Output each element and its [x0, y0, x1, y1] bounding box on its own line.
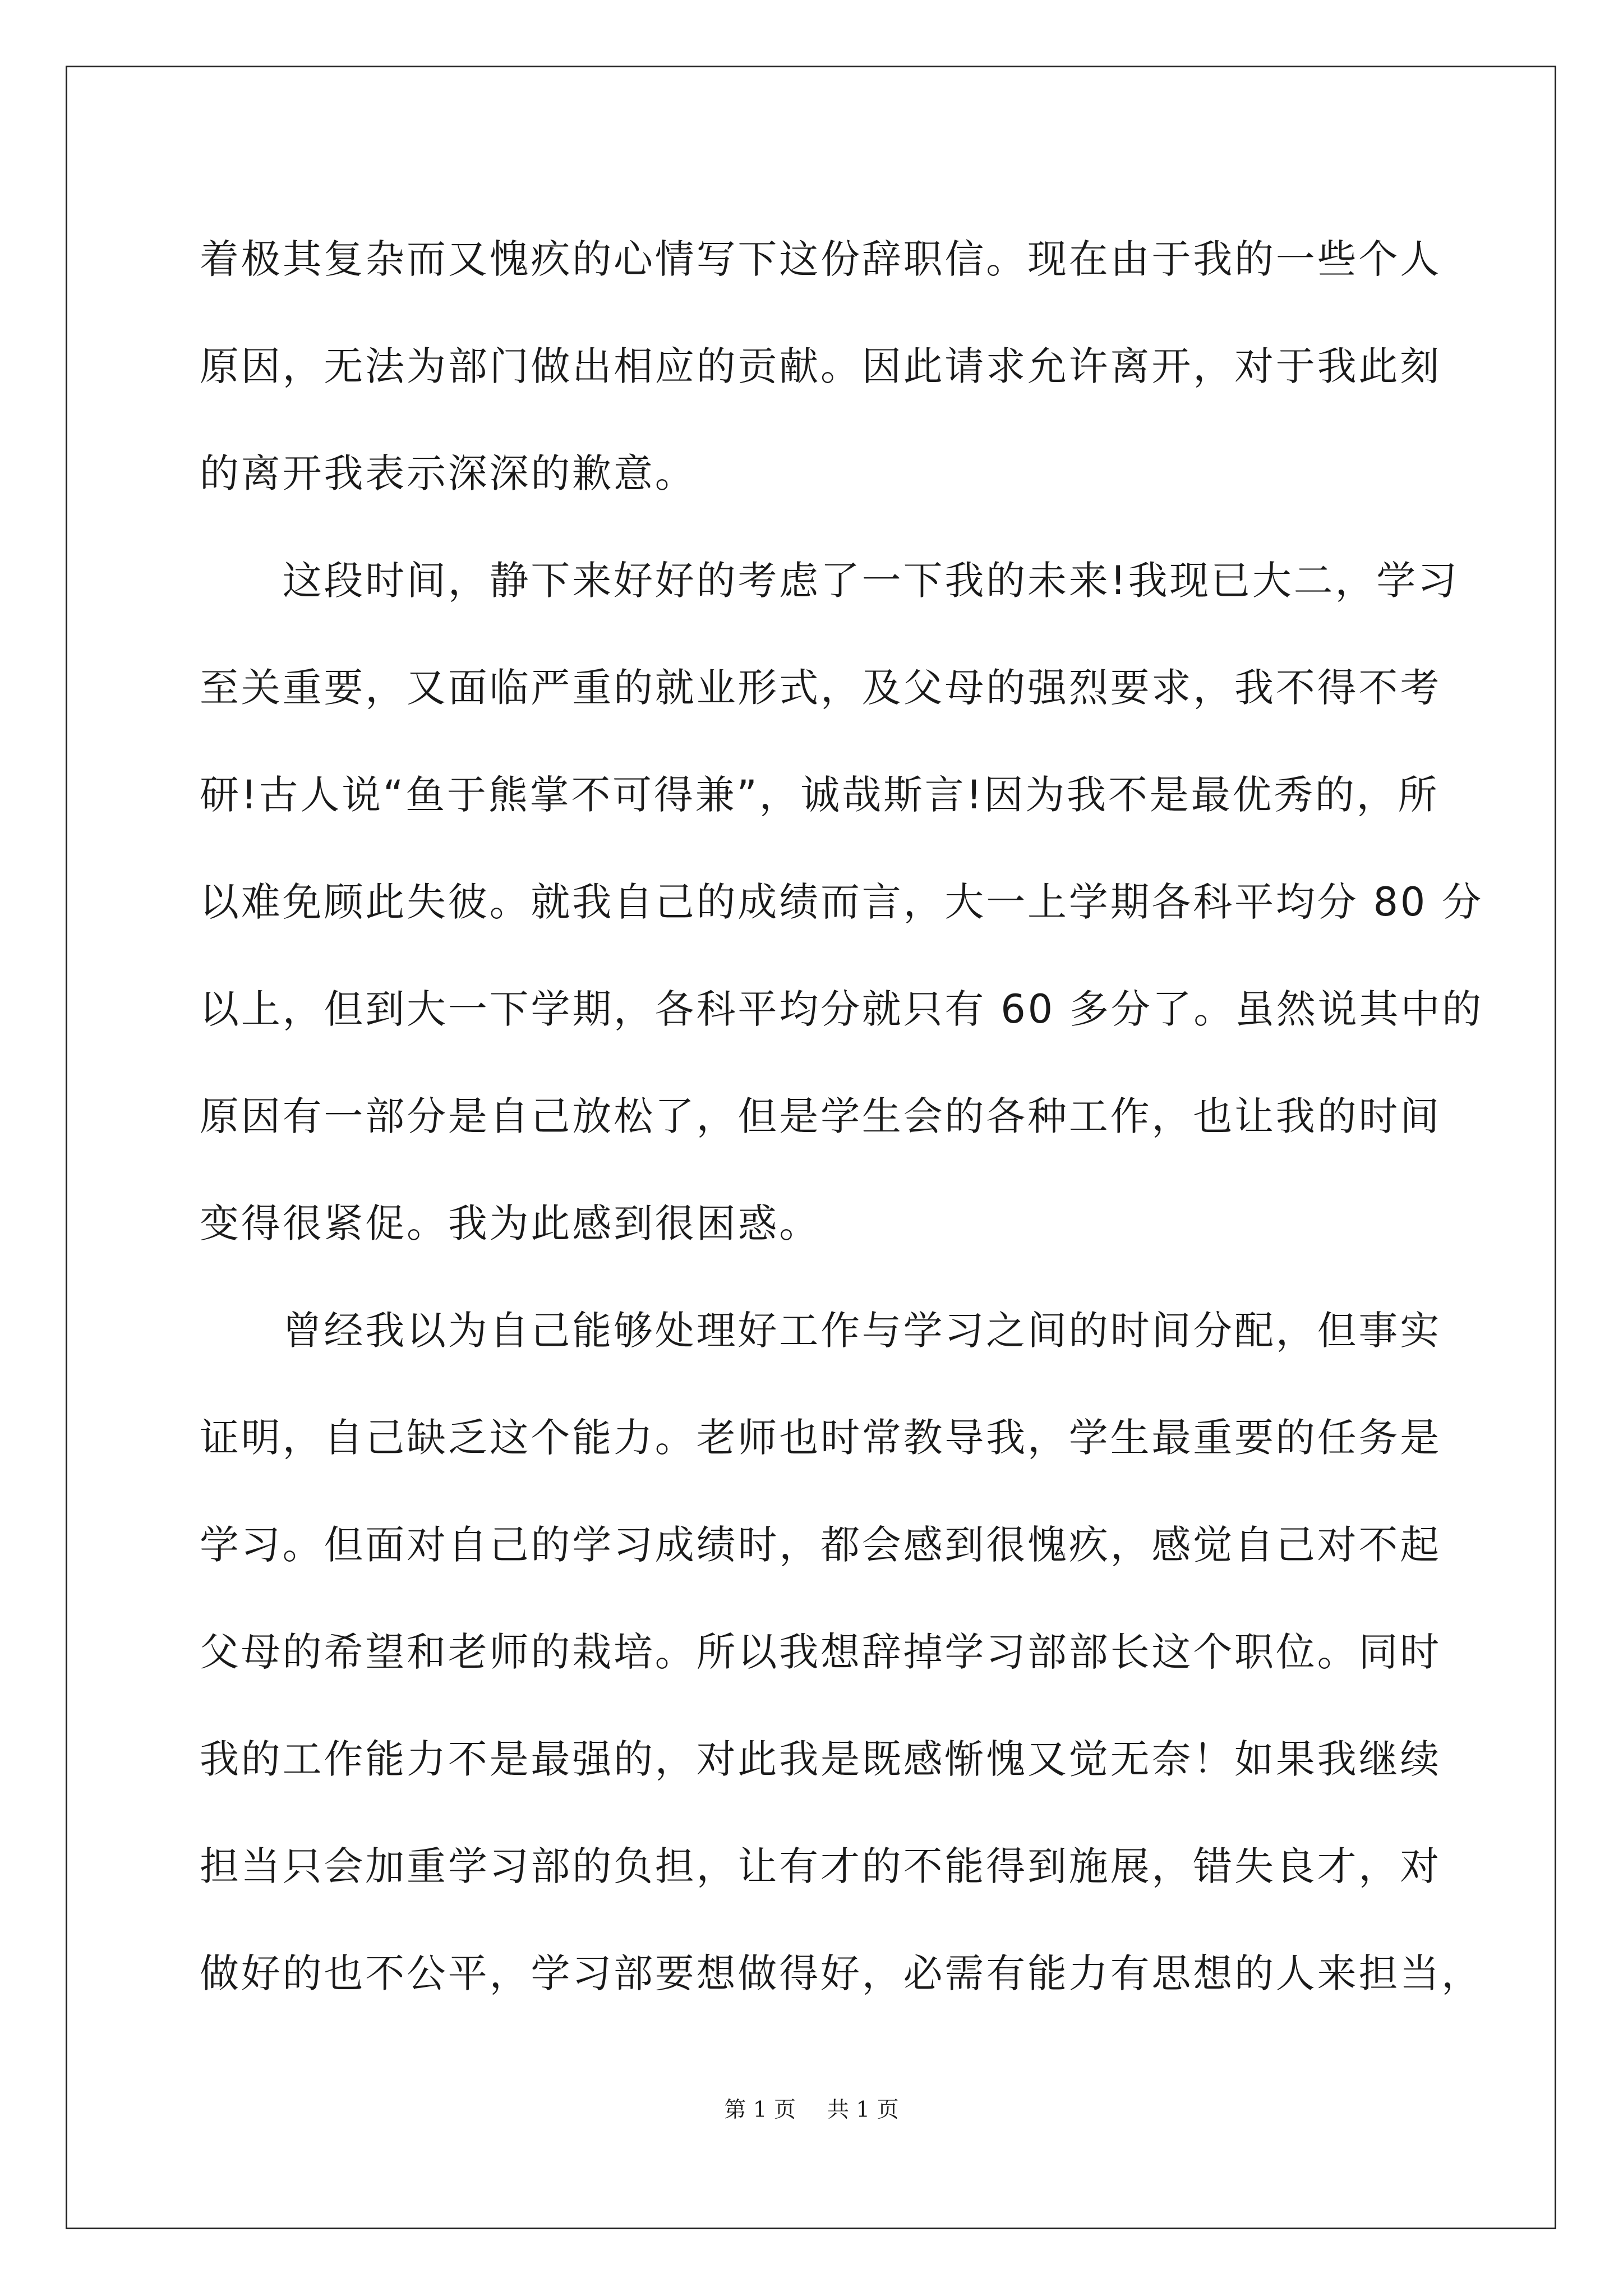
- text-line: 着极其复杂而又愧疚的心情写下这份辞职信。现在由于我的一些个人: [200, 236, 1441, 282]
- page-footer: [0, 2093, 1623, 2127]
- page-number: 第 1 页: [724, 2097, 796, 2123]
- text-line: 的离开我表示深深的歉意。: [200, 450, 697, 496]
- text-line: 曾经我以为自己能够处理好工作与学习之间的时间分配，但事实: [200, 1308, 1441, 1354]
- text-line: 至关重要，又面临严重的就业形式，及父母的强烈要求，我不得不考: [200, 665, 1441, 711]
- text-line: 研!古人说“鱼于熊掌不可得兼”，诚哉斯言!因为我不是最优秀的，所: [200, 772, 1440, 818]
- document-body: [200, 206, 1483, 2027]
- text-line: 担当只会加重学习部的负担，让有才的不能得到施展，错失良才，对: [200, 1843, 1441, 1889]
- text-line: 父母的希望和老师的栽培。所以我想辞掉学习部部长这个职位。同时: [200, 1629, 1441, 1675]
- text-line: 变得很紧促。我为此感到很困惑。: [200, 1200, 820, 1246]
- text-line: 原因，无法为部门做出相应的贡献。因此请求允许离开，对于我此刻: [200, 343, 1441, 389]
- text-line: 以上，但到大一下学期，各科平均分就只有 60 多分了。虽然说其中的: [200, 986, 1483, 1032]
- text-line: 原因有一部分是自己放松了，但是学生会的各种工作，也让我的时间: [200, 1093, 1441, 1139]
- text-line: 做好的也不公平，学习部要想做得好，必需有能力有思想的人来担当，: [200, 1950, 1483, 1996]
- text-line: 以难免顾此失彼。就我自己的成绩而言，大一上学期各科平均分 80 分: [200, 879, 1483, 925]
- text-line: 证明，自己缺乏这个能力。老师也时常教导我，学生最重要的任务是: [200, 1415, 1441, 1461]
- text-line: 我的工作能力不是最强的，对此我是既感惭愧又觉无奈！如果我继续: [200, 1736, 1441, 1782]
- text-line: 这段时间，静下来好好的考虑了一下我的未来!我现已大二，学习: [200, 558, 1459, 604]
- text-line: 学习。但面对自己的学习成绩时，都会感到很愧疚，感觉自己对不起: [200, 1522, 1441, 1568]
- page-total: 共 1 页: [827, 2097, 899, 2123]
